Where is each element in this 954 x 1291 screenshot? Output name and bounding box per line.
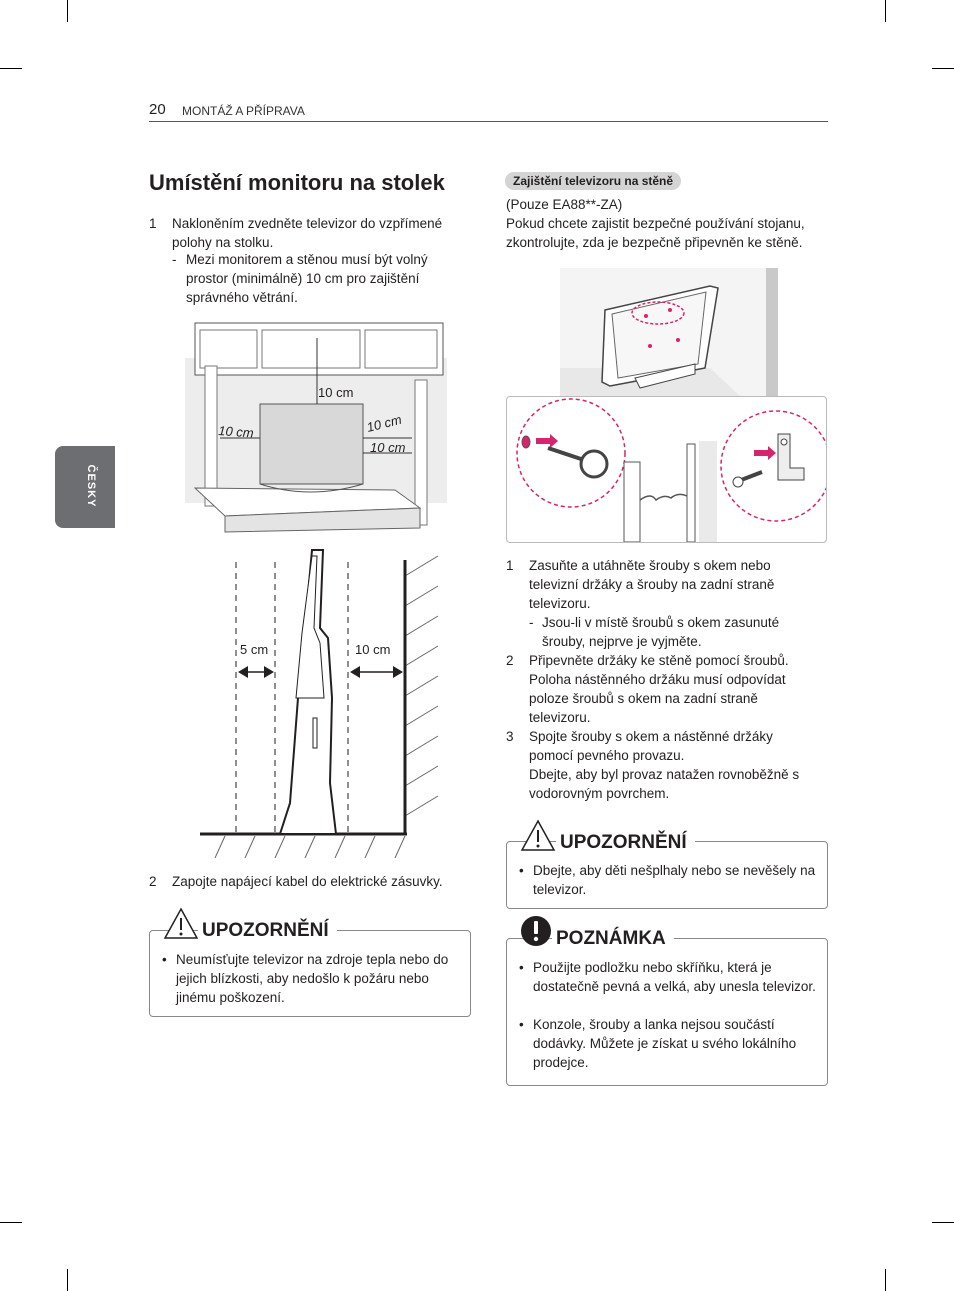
clearance-right-upper-label: 10 cm <box>365 411 404 435</box>
eyebolt-detail-illustration <box>506 396 826 542</box>
clearance-left-label: 10 cm <box>217 423 255 441</box>
page-title: Umístění monitoru na stolek <box>149 170 445 195</box>
step-text: Zapojte napájecí kabel do elektrické zásuvky. <box>172 874 443 889</box>
step-subtext: Jsou-li v místě šroubů s okem zasunuté šrouby, nejprve je vyjměte. <box>542 615 780 649</box>
step-text: Nakloněním zvedněte televizor do vzpřímené polohy na stolku. <box>172 216 443 250</box>
warning-triangle-icon <box>163 907 199 940</box>
language-label: ČESKY <box>85 464 97 508</box>
subsection-pill: Zajištění televizoru na stěně <box>505 172 681 190</box>
step-number: 1 <box>506 558 514 573</box>
crop-mark <box>0 1222 22 1223</box>
exclamation-icon <box>520 915 552 947</box>
caution-item: • Dbejte, aby děti nešplhaly nebo se nevěšely na televizor. <box>533 861 818 899</box>
step-number: 3 <box>506 729 514 744</box>
intro-text: Pokud chcete zajistit bezpečné používání stojanu, zkontrolujte, zda je bezpečně připevněn ke stěně. <box>506 216 805 250</box>
caution-title: UPOZORNĚNÍ <box>556 832 695 854</box>
caution-item: • Neumísťujte televizor na zdroje tepla nebo do jejich blízkosti, aby nedošlo k požáru nebo jinému poškození. <box>176 950 456 1007</box>
back-gap-label: 10 cm <box>355 642 391 657</box>
side-view-illustration <box>200 548 440 858</box>
warning-triangle-icon <box>520 819 556 852</box>
crop-mark <box>885 0 886 22</box>
step-text-continued: Dbejte, aby byl provaz natažen rovnoběžně s vodorovným povrchem. <box>529 767 800 801</box>
step-number: 1 <box>149 216 157 231</box>
dash-marker: - <box>529 615 534 630</box>
clearance-right-lower-label: 10 cm <box>370 440 406 455</box>
header-rule <box>149 121 828 122</box>
note-item: • Použijte podložku nebo skříňku, která je dostatečně pevná a velká, aby unesla televizor. <box>533 958 818 996</box>
crop-mark <box>885 1269 886 1291</box>
step-text: Spojte šrouby s okem a nástěnné držáky pomocí pevného provazu. <box>529 729 773 763</box>
caution-title: UPOZORNĚNÍ <box>198 920 337 942</box>
step-text: Zasuňte a utáhněte šrouby s okem nebo televizní držáky a šrouby na zadní straně televizoru. <box>529 558 775 611</box>
page-number: 20 <box>149 101 166 118</box>
crop-mark <box>932 1222 954 1223</box>
crop-mark <box>0 68 22 69</box>
step-text: Připevněte držáky ke stěně pomocí šroubů. Poloha nástěnného držáku musí odpovídat poloze šroubů s okem na zadní straně televizoru. <box>529 653 789 725</box>
step-subtext: Mezi monitorem a stěnou musí být volný prostor (minimálně) 10 cm pro zajištění správného větrání. <box>186 252 428 305</box>
step-number: 2 <box>506 653 514 668</box>
wall-mount-illustration <box>560 268 778 396</box>
crop-mark <box>932 68 954 69</box>
note-title: POZNÁMKA <box>552 928 674 950</box>
crop-mark <box>67 1269 68 1291</box>
dash-marker: - <box>172 252 177 267</box>
note-item: • Konzole, šrouby a lanka nejsou součástí dodávky. Můžete je získat u svého lokálního prodejce. <box>533 1015 818 1072</box>
crop-mark <box>67 0 68 22</box>
step-number: 2 <box>149 874 157 889</box>
clearance-top-label: 10 cm <box>318 385 354 400</box>
model-note: (Pouze EA88**-ZA) <box>506 197 623 212</box>
language-tab <box>55 446 115 528</box>
clearance-illustration <box>180 318 455 533</box>
front-gap-label: 5 cm <box>240 642 269 657</box>
section-title: MONTÁŽ A PŘÍPRAVA <box>182 104 305 118</box>
